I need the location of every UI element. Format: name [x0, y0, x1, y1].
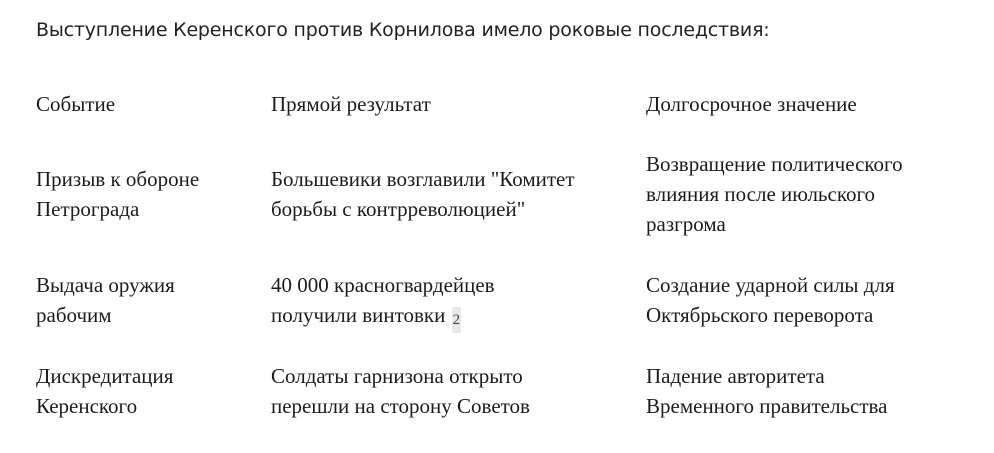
header-result: Прямой результат: [271, 92, 431, 116]
table-row-3-event: [36, 361, 173, 421]
cell-line: Октябрьского переворота: [646, 303, 874, 327]
cell-line: Большевики возглавили "Комитет: [271, 167, 575, 191]
table-row-3-significance: [646, 361, 887, 421]
cell-line: Временного правительства: [646, 394, 888, 418]
cell-line: Солдаты гарнизона открыто: [271, 364, 523, 388]
cell-line: Возвращение политического: [646, 152, 903, 176]
intro-text: Выступление Керенского против Корнилова имело роковые последствия:: [36, 19, 770, 41]
cell-line: [271, 300, 495, 333]
table-row-2-significance: [646, 270, 895, 330]
cell-line: Падение авторитета: [646, 364, 825, 388]
table-row-2-result: [271, 270, 495, 333]
header-event: Событие: [36, 92, 116, 116]
citation-reference[interactable]: 2: [452, 307, 462, 333]
cell-line: борьбы с контрреволюцией": [271, 197, 526, 221]
header-significance: Долгосрочное значение: [646, 92, 857, 116]
table-row-3-result: [271, 361, 530, 421]
cell-line: разгрома: [646, 212, 726, 236]
table-row-2-event: [36, 270, 175, 330]
cell-line: Создание ударной силы для: [646, 273, 895, 297]
cell-line: перешли на сторону Советов: [271, 394, 530, 418]
cell-line-text: получили винтовки: [271, 303, 446, 327]
cell-line: Дискредитация: [36, 364, 174, 388]
cell-line: рабочим: [36, 303, 112, 327]
table-row-1-result: [271, 164, 575, 224]
cell-line: Призыв к обороне: [36, 167, 200, 191]
cell-line: Керенского: [36, 394, 138, 418]
table-row-1-event: [36, 164, 199, 224]
cell-line: Петрограда: [36, 197, 140, 221]
cell-line: 40 000 красногвардейцев: [271, 273, 495, 297]
table-row-1-significance: [646, 149, 903, 239]
cell-line: влияния после июльского: [646, 182, 876, 206]
cell-line: Выдача оружия: [36, 273, 175, 297]
